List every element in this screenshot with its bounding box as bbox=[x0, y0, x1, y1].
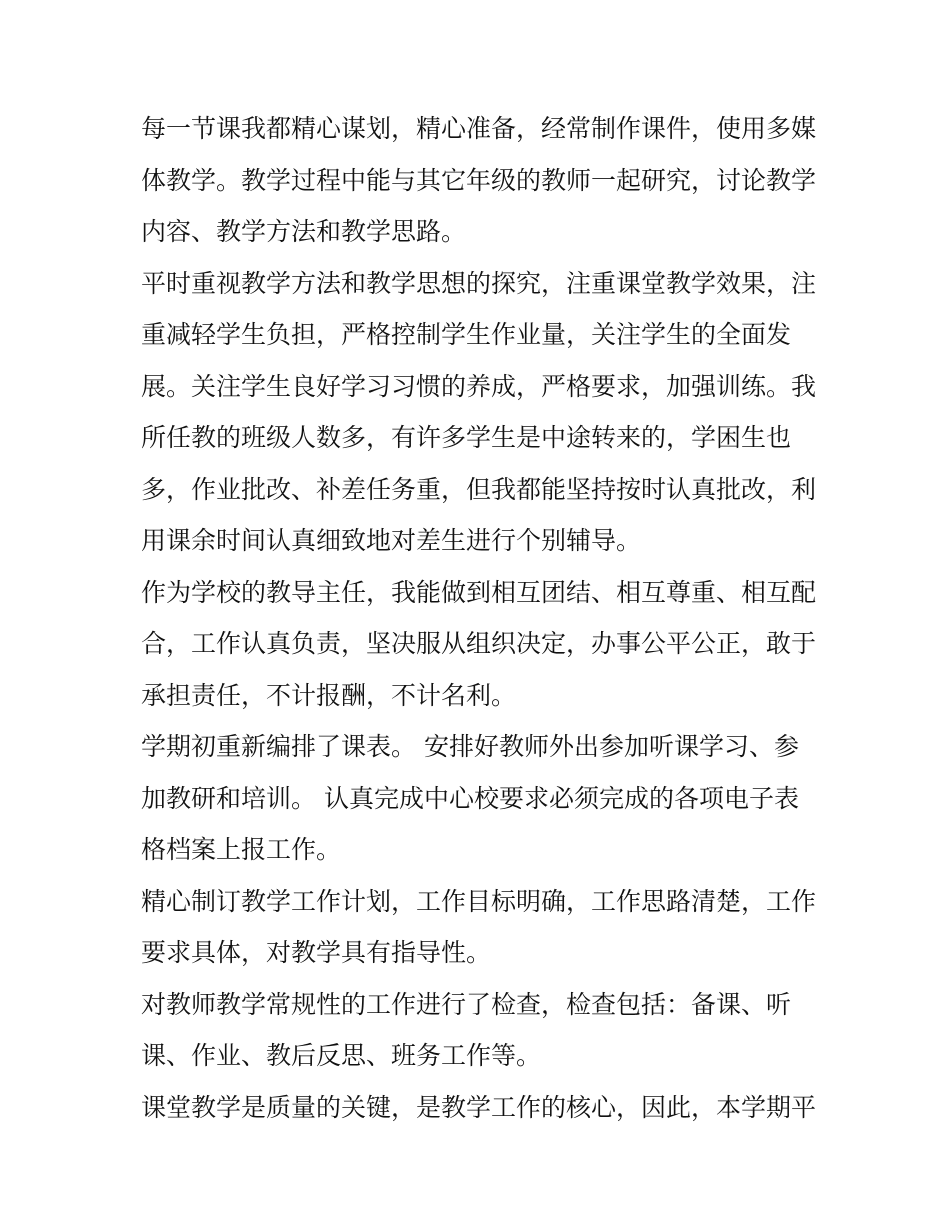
text-line: 每一节课我都精心谋划，精心准备，经常制作课件，使用多媒 bbox=[141, 114, 817, 143]
text-line: 重减轻学生负担，严格控制学生作业量，关注学生的全面发 bbox=[141, 320, 792, 349]
text-line: 学期初重新编排了课表。 安排好教师外出参加听课学习、参 bbox=[141, 732, 799, 761]
paragraph-7 bbox=[141, 1082, 817, 1134]
paragraph-6 bbox=[141, 979, 813, 1082]
text-line: 对教师教学常规性的工作进行了检查，检查包括：备课、听 bbox=[141, 989, 792, 1019]
paragraph-2 bbox=[141, 258, 817, 567]
text-line: 加教研和培训。 认真完成中心校要求必须完成的各项电子表 bbox=[141, 783, 799, 813]
text-line: 多，作业批改、补差任务重，但我都能坚持按时认真批改，利 bbox=[141, 474, 817, 504]
text-line: 精心制订教学工作计划，工作目标明确，工作思路清楚，工作 bbox=[141, 886, 817, 916]
paragraph-3 bbox=[141, 567, 817, 722]
paragraph-4 bbox=[141, 721, 813, 876]
text-line: 课、作业、教后反思、班务工作等。 bbox=[141, 1041, 542, 1070]
paragraph-1 bbox=[141, 103, 817, 258]
text-line: 平时重视教学方法和教学思想的探究，注重课堂教学效果，注 bbox=[141, 268, 817, 298]
text-line: 作为学校的教导主任，我能做到相互团结、相互尊重、相互配 bbox=[141, 577, 817, 607]
text-line: 合，工作认真负责，坚决服从组织决定，办事公平公正，敢于 bbox=[141, 629, 817, 658]
document-body bbox=[141, 103, 817, 1133]
text-line: 承担责任，不计报酬，不计名利。 bbox=[141, 680, 517, 710]
text-line: 内容、教学方法和教学思路。 bbox=[141, 217, 467, 246]
text-line: 格档案上报工作。 bbox=[141, 835, 342, 864]
text-line: 课堂教学是质量的关键，是教学工作的核心，因此，本学期平 bbox=[141, 1092, 817, 1122]
text-line: 用课余时间认真细致地对差生进行个别辅导。 bbox=[141, 526, 642, 555]
text-line: 要求具体，对教学具有指导性。 bbox=[141, 938, 492, 967]
paragraph-5 bbox=[141, 876, 817, 979]
text-line: 展。关注学生良好学习习惯的养成，严格要求，加强训练。我 bbox=[141, 371, 817, 401]
text-line: 所任教的班级人数多，有许多学生是中途转来的，学困生也 bbox=[141, 423, 792, 452]
text-line: 体教学。教学过程中能与其它年级的教师一起研究，讨论教学 bbox=[141, 165, 817, 195]
